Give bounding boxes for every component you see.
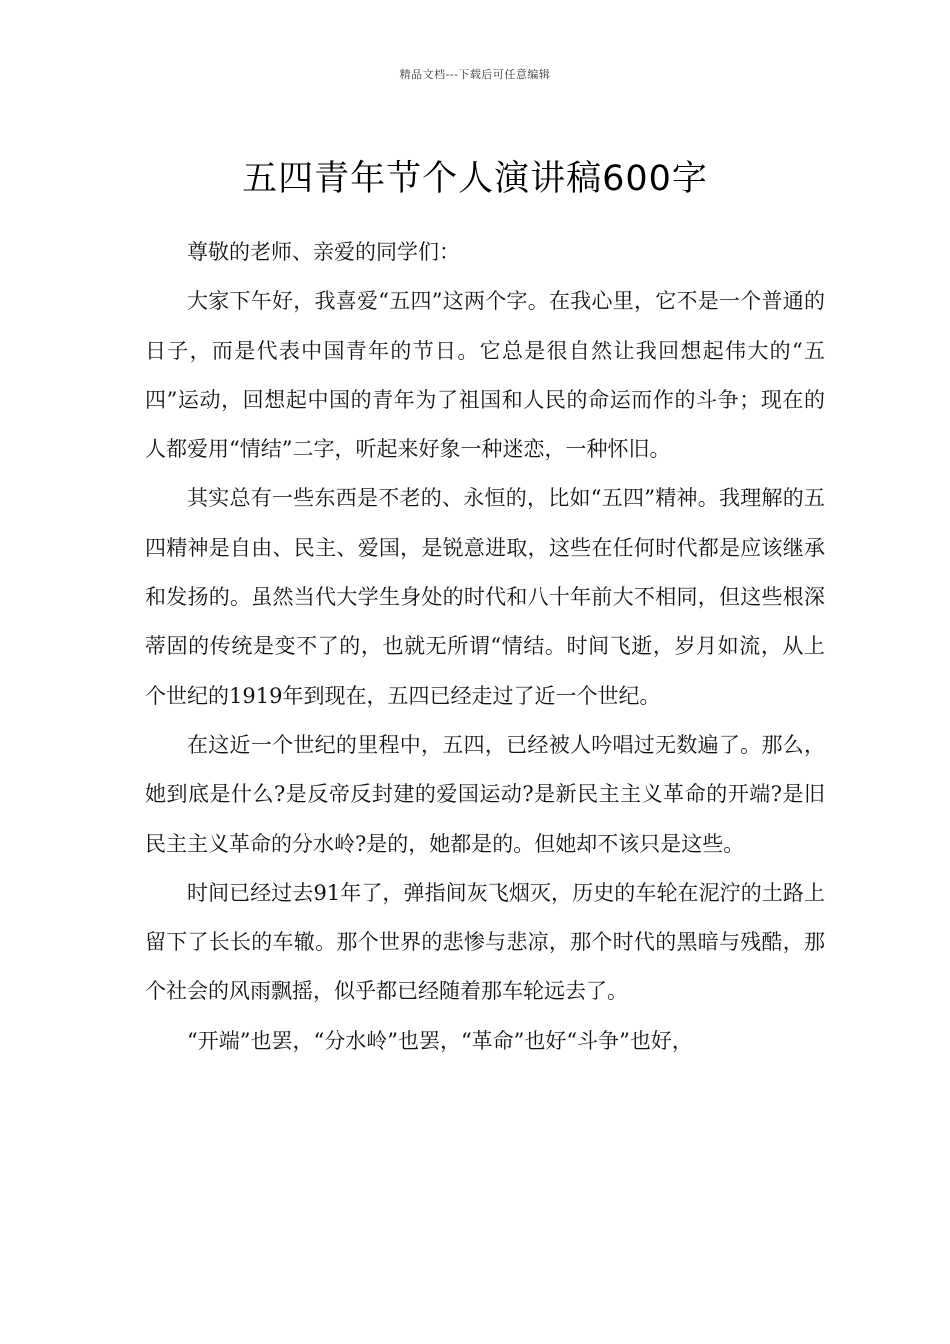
- paragraph: 其实总有一些东西是不老的、永恒的，比如“五四”精神。我理解的五四精神是自由、民主、爱国，是锐意进取，这些在任何时代都是应该继承和发扬的。虽然当代大学生身处的时代和八十年前大不相同，但这些根深蒂固的传统是变不了的，也就无所谓“情结。时间飞逝，岁月如流，从上个世纪的1919年到现在，五四已经走过了近一个世纪。: [145, 486, 825, 708]
- paragraph: “开端”也罢，“分水岭”也罢，“革命”也好“斗争”也好，: [187, 1028, 693, 1053]
- paragraph: 时间已经过去91年了，弹指间灰飞烟灭，历史的车轮在泥泞的土路上留下了长长的车辙。那个世界的悲惨与悲凉，那个时代的黑暗与残酷，那个社会的风雨飘摇，似乎都已经随着那车轮远去了。: [145, 880, 825, 1004]
- paragraph-greeting: 尊敬的老师、亲爱的同学们：: [187, 240, 460, 264]
- document-header-note: 精品文档---下载后可任意编辑: [399, 68, 551, 81]
- document-body: [145, 228, 825, 1066]
- paragraph: 大家下午好，我喜爱“五四”这两个字。在我心里，它不是一个普通的日子，而是代表中国青年的节日。它总是很自然让我回想起伟大的“五四”运动，回想起中国的青年为了祖国和人民的命运而作的斗争；现在的人都爱用“情结”二字，听起来好象一种迷恋，一种怀旧。: [145, 289, 825, 462]
- paragraph: 在这近一个世纪的里程中，五四，已经被人吟唱过无数遍了。那么，她到底是什么?是反帝反封建的爱国运动?是新民主主义革命的开端?是旧民主主义革命的分水岭?是的，她都是的。但她却不该只是这些。: [145, 732, 825, 856]
- document-title: 五四青年节个人演讲稿600字: [242, 159, 708, 200]
